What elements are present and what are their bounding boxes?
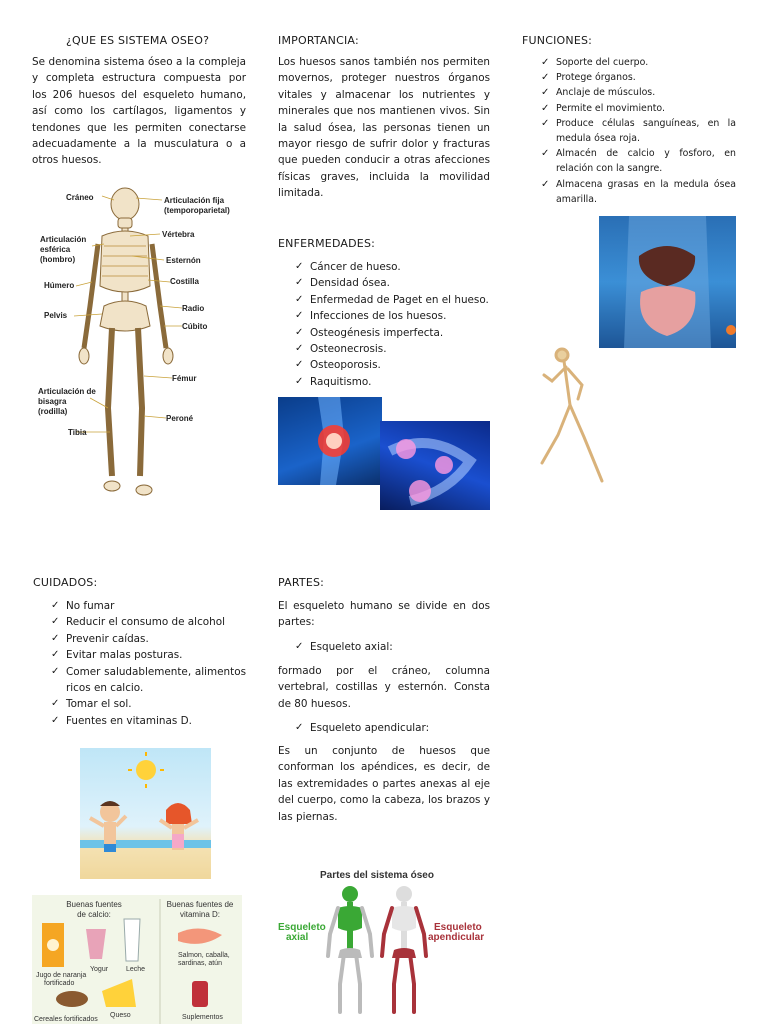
- list-item: ✓ Reducir el consumo de alcohol: [48, 614, 246, 630]
- label-articulacion-esferica-3: (hombro): [40, 255, 76, 264]
- list-item: ✓ Protege órganos.: [538, 70, 736, 85]
- axial-label-1: Esqueleto: [278, 922, 326, 933]
- kids-beach-image: [80, 748, 211, 879]
- kids-sun-graphic: [80, 748, 211, 879]
- importancia-paragraph: Los huesos sanos también nos permiten movernos, proteger nuestros órganos vitales y almacenar los nutrientes y minerales que nos mantienen vivos. Sin la salud ósea, las personas tienen un mayor riesgo de sufrir dolor y fracturas que pueden conducir a otras afecciones físicas graves, incluida la movilidad limitada.: [278, 56, 490, 200]
- label-jugo-1: Jugo de naranja: [36, 972, 87, 979]
- partes-axial-bullet: [292, 639, 492, 655]
- label-jugo-2: fortificado: [44, 980, 75, 987]
- label-cubito: Cúbito: [182, 322, 208, 331]
- list-item: ✓ Produce células sanguíneas, en la medula ósea roja.: [538, 116, 736, 146]
- axial-label-2: axial: [286, 932, 309, 943]
- label-radio: Radio: [182, 304, 205, 313]
- list-item: ✓ Almacén de calcio y fosforo, en relación con la sangre.: [538, 146, 736, 176]
- knee-xray-graphic: [278, 397, 382, 485]
- label-tibia: Tibia: [68, 428, 87, 437]
- anatomy-organs-image: [599, 216, 736, 348]
- milk-glass-icon: [124, 919, 140, 961]
- list-item: ✓ Osteonecrosis.: [292, 341, 492, 357]
- label-suplementos: Suplementos: [182, 1014, 223, 1021]
- label-pelvis: Pelvis: [44, 311, 68, 320]
- label-perone: Peroné: [166, 414, 194, 423]
- label-articulacion-bisagra-2: bisagra: [38, 397, 67, 406]
- partes-apendicular-bullet: [292, 720, 492, 736]
- apendicular-label-1: Esqueleto: [434, 922, 482, 933]
- list-item: ✓ Tomar el sol.: [48, 696, 246, 712]
- section-title-importancia: IMPORTANCIA:: [278, 34, 359, 47]
- list-item: ✓ Evitar malas posturas.: [48, 647, 246, 663]
- que-es-paragraph: Se denomina sistema óseo a la compleja y completa estructura compuesta por los 206 huesos del esqueleto humano, así como los cartílagos, ligamentos y tendones que les permiten conectarse adecuadamente a la musculatura o a otros huesos.: [32, 56, 246, 167]
- organs-graphic: [599, 216, 736, 348]
- skeleton-illustration: [32, 186, 232, 506]
- label-articulacion-esferica: Articulación: [40, 235, 87, 244]
- apendicular-label-2: apendicular: [428, 932, 485, 943]
- label-salmon-1: Salmon, caballa,: [178, 952, 230, 959]
- list-item: ✓ Esqueleto axial:: [292, 639, 492, 655]
- running-skeleton-graphic: [538, 345, 610, 485]
- cheese-icon: [102, 979, 136, 1007]
- label-leche: Leche: [126, 966, 146, 973]
- list-item: ✓ Soporte del cuerpo.: [538, 55, 736, 70]
- list-item: ✓ No fumar: [48, 598, 246, 614]
- label-craneo: Cráneo: [66, 193, 94, 202]
- list-item: ✓ Infecciones de los huesos.: [292, 308, 492, 324]
- label-articulacion-bisagra: Articulación de: [38, 387, 96, 396]
- food-sources-chart: [32, 895, 242, 1024]
- partes-intro: El esqueleto humano se divide en dos partes:: [278, 600, 490, 629]
- vitd-title-1: Buenas fuentes de: [166, 900, 234, 909]
- apendicular-paragraph: Es un conjunto de huesos que conforman los apéndices, es decir, de las extremidades o partes anexas al eje del cuerpo, como la cabeza, los brazos y las piernas.: [278, 745, 490, 823]
- list-item: ✓ Almacena grasas en la medula ósea amarilla.: [538, 177, 736, 207]
- list-item: ✓ Fuentes en vitaminas D.: [48, 713, 246, 729]
- enfermedades-list: [292, 259, 492, 390]
- list-item: ✓ Comer saludablemente, alimentos ricos en calcio.: [48, 664, 246, 697]
- partes-skeleton-graphic: [276, 864, 490, 1020]
- list-item: ✓ Densidad ósea.: [292, 275, 492, 291]
- label-articulacion-esferica-2: esférica: [40, 245, 71, 254]
- diagram-title: Partes del sistema óseo: [320, 870, 434, 881]
- list-item: ✓ Raquitismo.: [292, 374, 492, 390]
- supplement-bottle-icon: [192, 981, 208, 1007]
- section-title-cuidados: CUIDADOS:: [33, 576, 98, 589]
- label-queso: Queso: [110, 1012, 131, 1019]
- label-salmon-2: sardinas, atún: [178, 960, 222, 967]
- knee-pain-image: [278, 397, 382, 485]
- running-skeleton-image: [538, 345, 610, 485]
- partes-diagram: [276, 864, 490, 1020]
- cereal-bowl-icon: [56, 991, 88, 1007]
- calcio-title-2: de calcio:: [77, 910, 111, 919]
- calcio-title-1: Buenas fuentes: [66, 900, 122, 909]
- section-title-funciones: FUNCIONES:: [522, 34, 593, 47]
- list-item: ✓ Esqueleto apendicular:: [292, 720, 492, 736]
- section-title-partes: PARTES:: [278, 576, 325, 589]
- vitd-title-2: vitamina D:: [179, 910, 221, 919]
- label-esternon: Esternón: [166, 256, 201, 265]
- label-costilla: Costilla: [170, 277, 199, 286]
- list-item: ✓ Prevenir caídas.: [48, 631, 246, 647]
- food-sources-graphic: [32, 895, 242, 1024]
- axial-paragraph: formado por el cráneo, columna vertebral, costillas y esternón. Consta de 80 huesos.: [278, 665, 490, 710]
- label-vertebra: Vértebra: [162, 230, 195, 239]
- section-title-que-es: ¿QUE ES SISTEMA OSEO?: [66, 34, 210, 47]
- list-item: ✓ Permite el movimiento.: [538, 101, 736, 116]
- label-articulacion-fija: Articulación fija: [164, 196, 225, 205]
- list-item: ✓ Cáncer de hueso.: [292, 259, 492, 275]
- section-title-enfermedades: ENFERMEDADES:: [278, 237, 376, 250]
- label-articulacion-fija-sub: (temporoparietal): [164, 206, 230, 215]
- joint-pain-image: [380, 421, 490, 510]
- list-item: ✓ Enfermedad de Paget en el hueso.: [292, 292, 492, 308]
- label-cereales: Cereales fortificados: [34, 1016, 98, 1023]
- body-xray-graphic: [380, 421, 490, 510]
- skeleton-diagram: [32, 186, 232, 506]
- funciones-list: [538, 55, 736, 207]
- list-item: ✓ Anclaje de músculos.: [538, 85, 736, 100]
- list-item: ✓ Osteogénesis imperfecta.: [292, 325, 492, 341]
- cuidados-list: [48, 598, 246, 729]
- axial-skeleton-figure: [328, 886, 372, 1012]
- label-femur: Fémur: [172, 374, 197, 383]
- appendicular-skeleton-figure: [382, 886, 426, 1012]
- label-yogur: Yogur: [90, 966, 109, 973]
- yogurt-icon: [86, 929, 106, 959]
- list-item: ✓ Osteoporosis.: [292, 357, 492, 373]
- salmon-icon: [178, 928, 222, 943]
- label-articulacion-bisagra-3: (rodilla): [38, 407, 68, 416]
- label-humero: Húmero: [44, 281, 75, 290]
